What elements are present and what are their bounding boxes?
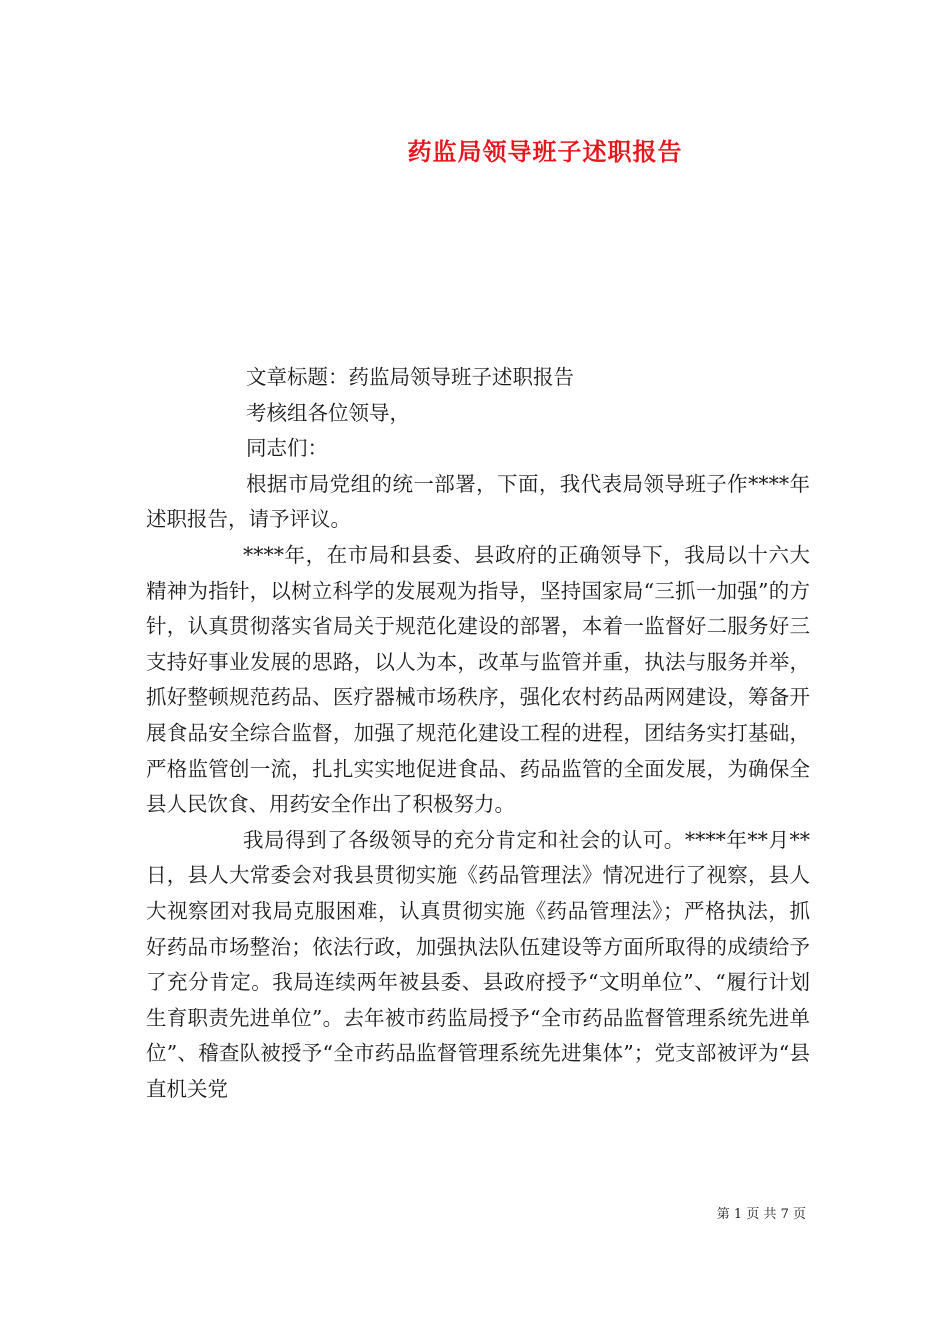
paragraph-intro: 根据市局党组的统一部署，下面，我代表局领导班子作****年述职报告，请予评议。 [146,471,810,532]
paragraph-recognition: 我局得到了各级领导的充分肯定和社会的认可。****年**月**日，县人大常委会对我县贯彻实施《药品管理法》情况进行了视察，县人大视察团对我局克服困难，认真贯彻实施《药品管理法》；严格执法，抓好药品市场整治；依法行政，加强执法队伍建设等方面所取得的成绩给予了充分肯定。我局连续两年被县委、县政府授予“文明单位”、“履行计划生育职责先进单位”。去年被市药监局授予“全市药品监督管理系统先进单位”、稽查队被授予“全市药品监督管理系统先进集体”；党支部被评为“县直机关党 [146,827,810,1101]
salutation-leaders: 考核组各位领导， [246,400,410,425]
document-title: 药监局领导班子述职报告 [407,137,683,166]
article-title-line: 文章标题：药监局领导班子述职报告 [246,365,574,389]
salutation-comrades: 同志们： [246,436,328,461]
document-body [146,360,810,1107]
paragraph-overview: ****年，在市局和县委、县政府的正确领导下，我局以十六大精神为指针，以树立科学的发展观为指导，坚持国家局“三抓一加强”的方针，认真贯彻落实省局关于规范化建设的部署，本着一监督好二服务好三支持好事业发展的思路，以人为本，改革与监管并重，执法与服务并举，抓好整顿规范药品、医疗器械市场秩序，强化农村药品两网建设，筹备开展食品安全综合监督，加强了规范化建设工程的进程，团结务实打基础，严格监管创一流，扎扎实实地促进食品、药品监管的全面发展，为确保全县人民饮食、用药安全作出了积极努力。 [146,542,810,817]
page-number: 第 1 页 共 7 页 [716,1207,806,1222]
